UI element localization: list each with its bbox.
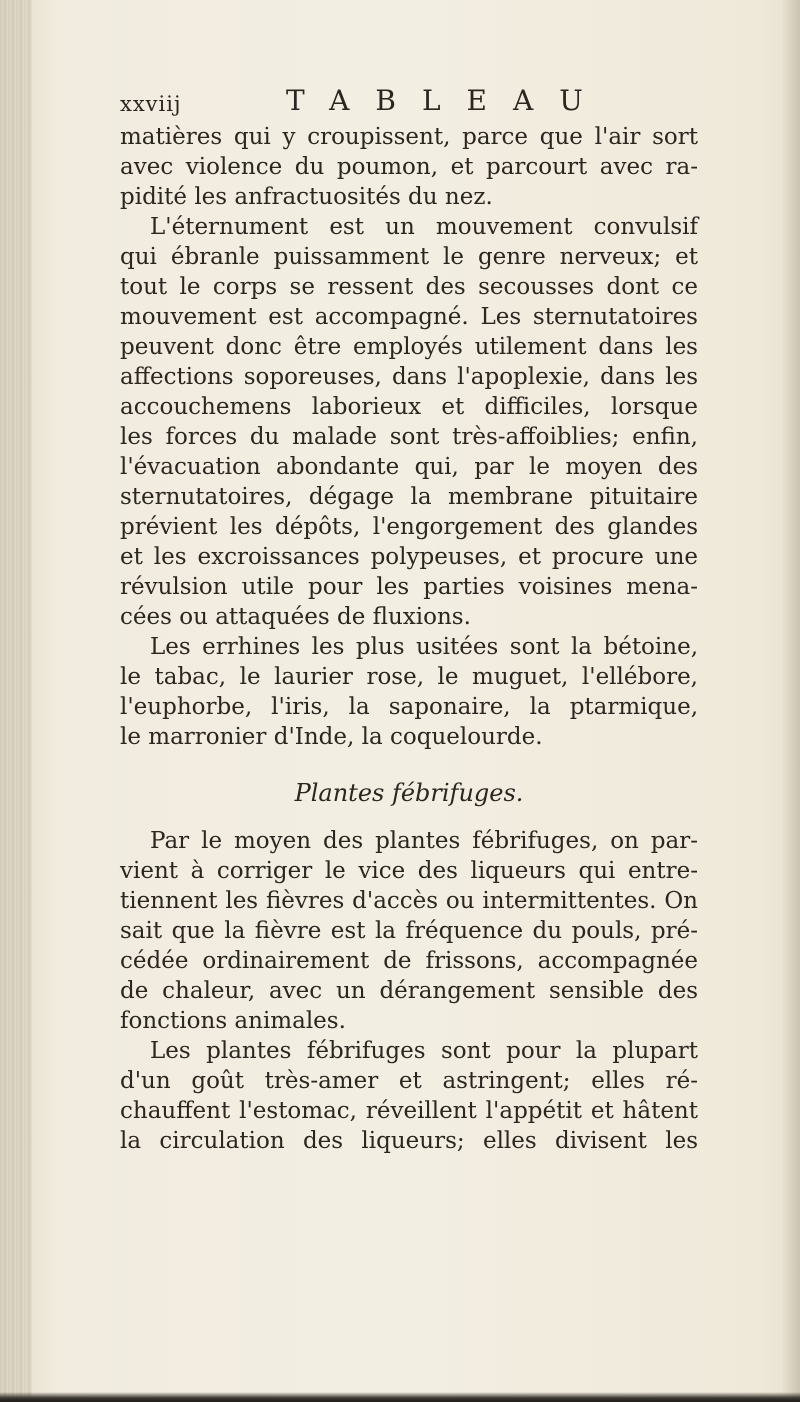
folio-number: xxviij bbox=[120, 92, 182, 116]
text-line: Les errhines les plus usitées sont la bétoine, bbox=[150, 634, 698, 660]
text-line: pidité les anfractuosités du nez. bbox=[120, 184, 493, 210]
text-line: d'un goût très-amer et astringent; elles ré- bbox=[120, 1068, 698, 1094]
text-line: mouvement est accompagné. Les sternutatoires bbox=[120, 304, 698, 330]
running-title: TABLEAU bbox=[286, 84, 609, 117]
text-line: sait que la fièvre est la fréquence du pouls, pré- bbox=[120, 918, 698, 944]
section-spacer bbox=[120, 752, 698, 776]
text-line: révulsion utile pour les parties voisines mena- bbox=[120, 574, 698, 600]
text-line: chauffent l'estomac, réveillent l'appétit et hâtent bbox=[120, 1098, 698, 1124]
text-line: et les excroissances polypeuses, et procure une bbox=[120, 544, 698, 570]
text-line: la circulation des liqueurs; elles divisent les bbox=[120, 1128, 698, 1154]
text-line: sternutatoires, dégage la membrane pituitaire bbox=[120, 484, 698, 510]
text-line: prévient les dépôts, l'engorgement des glandes bbox=[120, 514, 698, 540]
section-title: Plantes fébrifuges. bbox=[294, 779, 524, 807]
text-line: cédée ordinairement de frissons, accompagnée bbox=[120, 948, 698, 974]
text-line: vient à corriger le vice des liqueurs qui entre- bbox=[120, 858, 698, 884]
text-line: L'éternument est un mouvement convulsif bbox=[150, 214, 698, 240]
text-line: qui ébranle puissamment le genre nerveux; et bbox=[120, 244, 698, 270]
body-text bbox=[120, 122, 698, 1156]
text-line: tiennent les fièvres d'accès ou intermittentes. On bbox=[120, 888, 698, 914]
page-header bbox=[120, 84, 700, 120]
text-line: accouchemens laborieux et difficiles, lorsque bbox=[120, 394, 698, 420]
text-line: le marronier d'Inde, la coquelourde. bbox=[120, 724, 543, 750]
text-line: matières qui y croupissent, parce que l'air sort bbox=[120, 124, 698, 150]
binding-edge bbox=[0, 0, 32, 1402]
text-line: cées ou attaquées de fluxions. bbox=[120, 604, 471, 630]
text-line: peuvent donc être employés utilement dans les bbox=[120, 334, 698, 360]
text-line: Par le moyen des plantes fébrifuges, on par- bbox=[150, 828, 698, 854]
text-line: affections soporeuses, dans l'apoplexie, dans les bbox=[120, 364, 698, 390]
page-bottom-edge bbox=[0, 1392, 800, 1402]
text-line: avec violence du poumon, et parcourt avec ra- bbox=[120, 154, 698, 180]
text-line: de chaleur, avec un dérangement sensible des bbox=[120, 978, 698, 1004]
text-line: le tabac, le laurier rose, le muguet, l'ellébore, bbox=[120, 664, 698, 690]
page-edge-shadow bbox=[782, 0, 800, 1402]
text-line: tout le corps se ressent des secousses dont ce bbox=[120, 274, 698, 300]
text-line: les forces du malade sont très-affoiblies; enfin, bbox=[120, 424, 698, 450]
text-line: fonctions animales. bbox=[120, 1008, 346, 1034]
text-line: Les plantes fébrifuges sont pour la plupart bbox=[150, 1038, 698, 1064]
text-line: l'évacuation abondante qui, par le moyen des bbox=[120, 454, 698, 480]
text-line: l'euphorbe, l'iris, la saponaire, la ptarmique, bbox=[120, 694, 698, 720]
